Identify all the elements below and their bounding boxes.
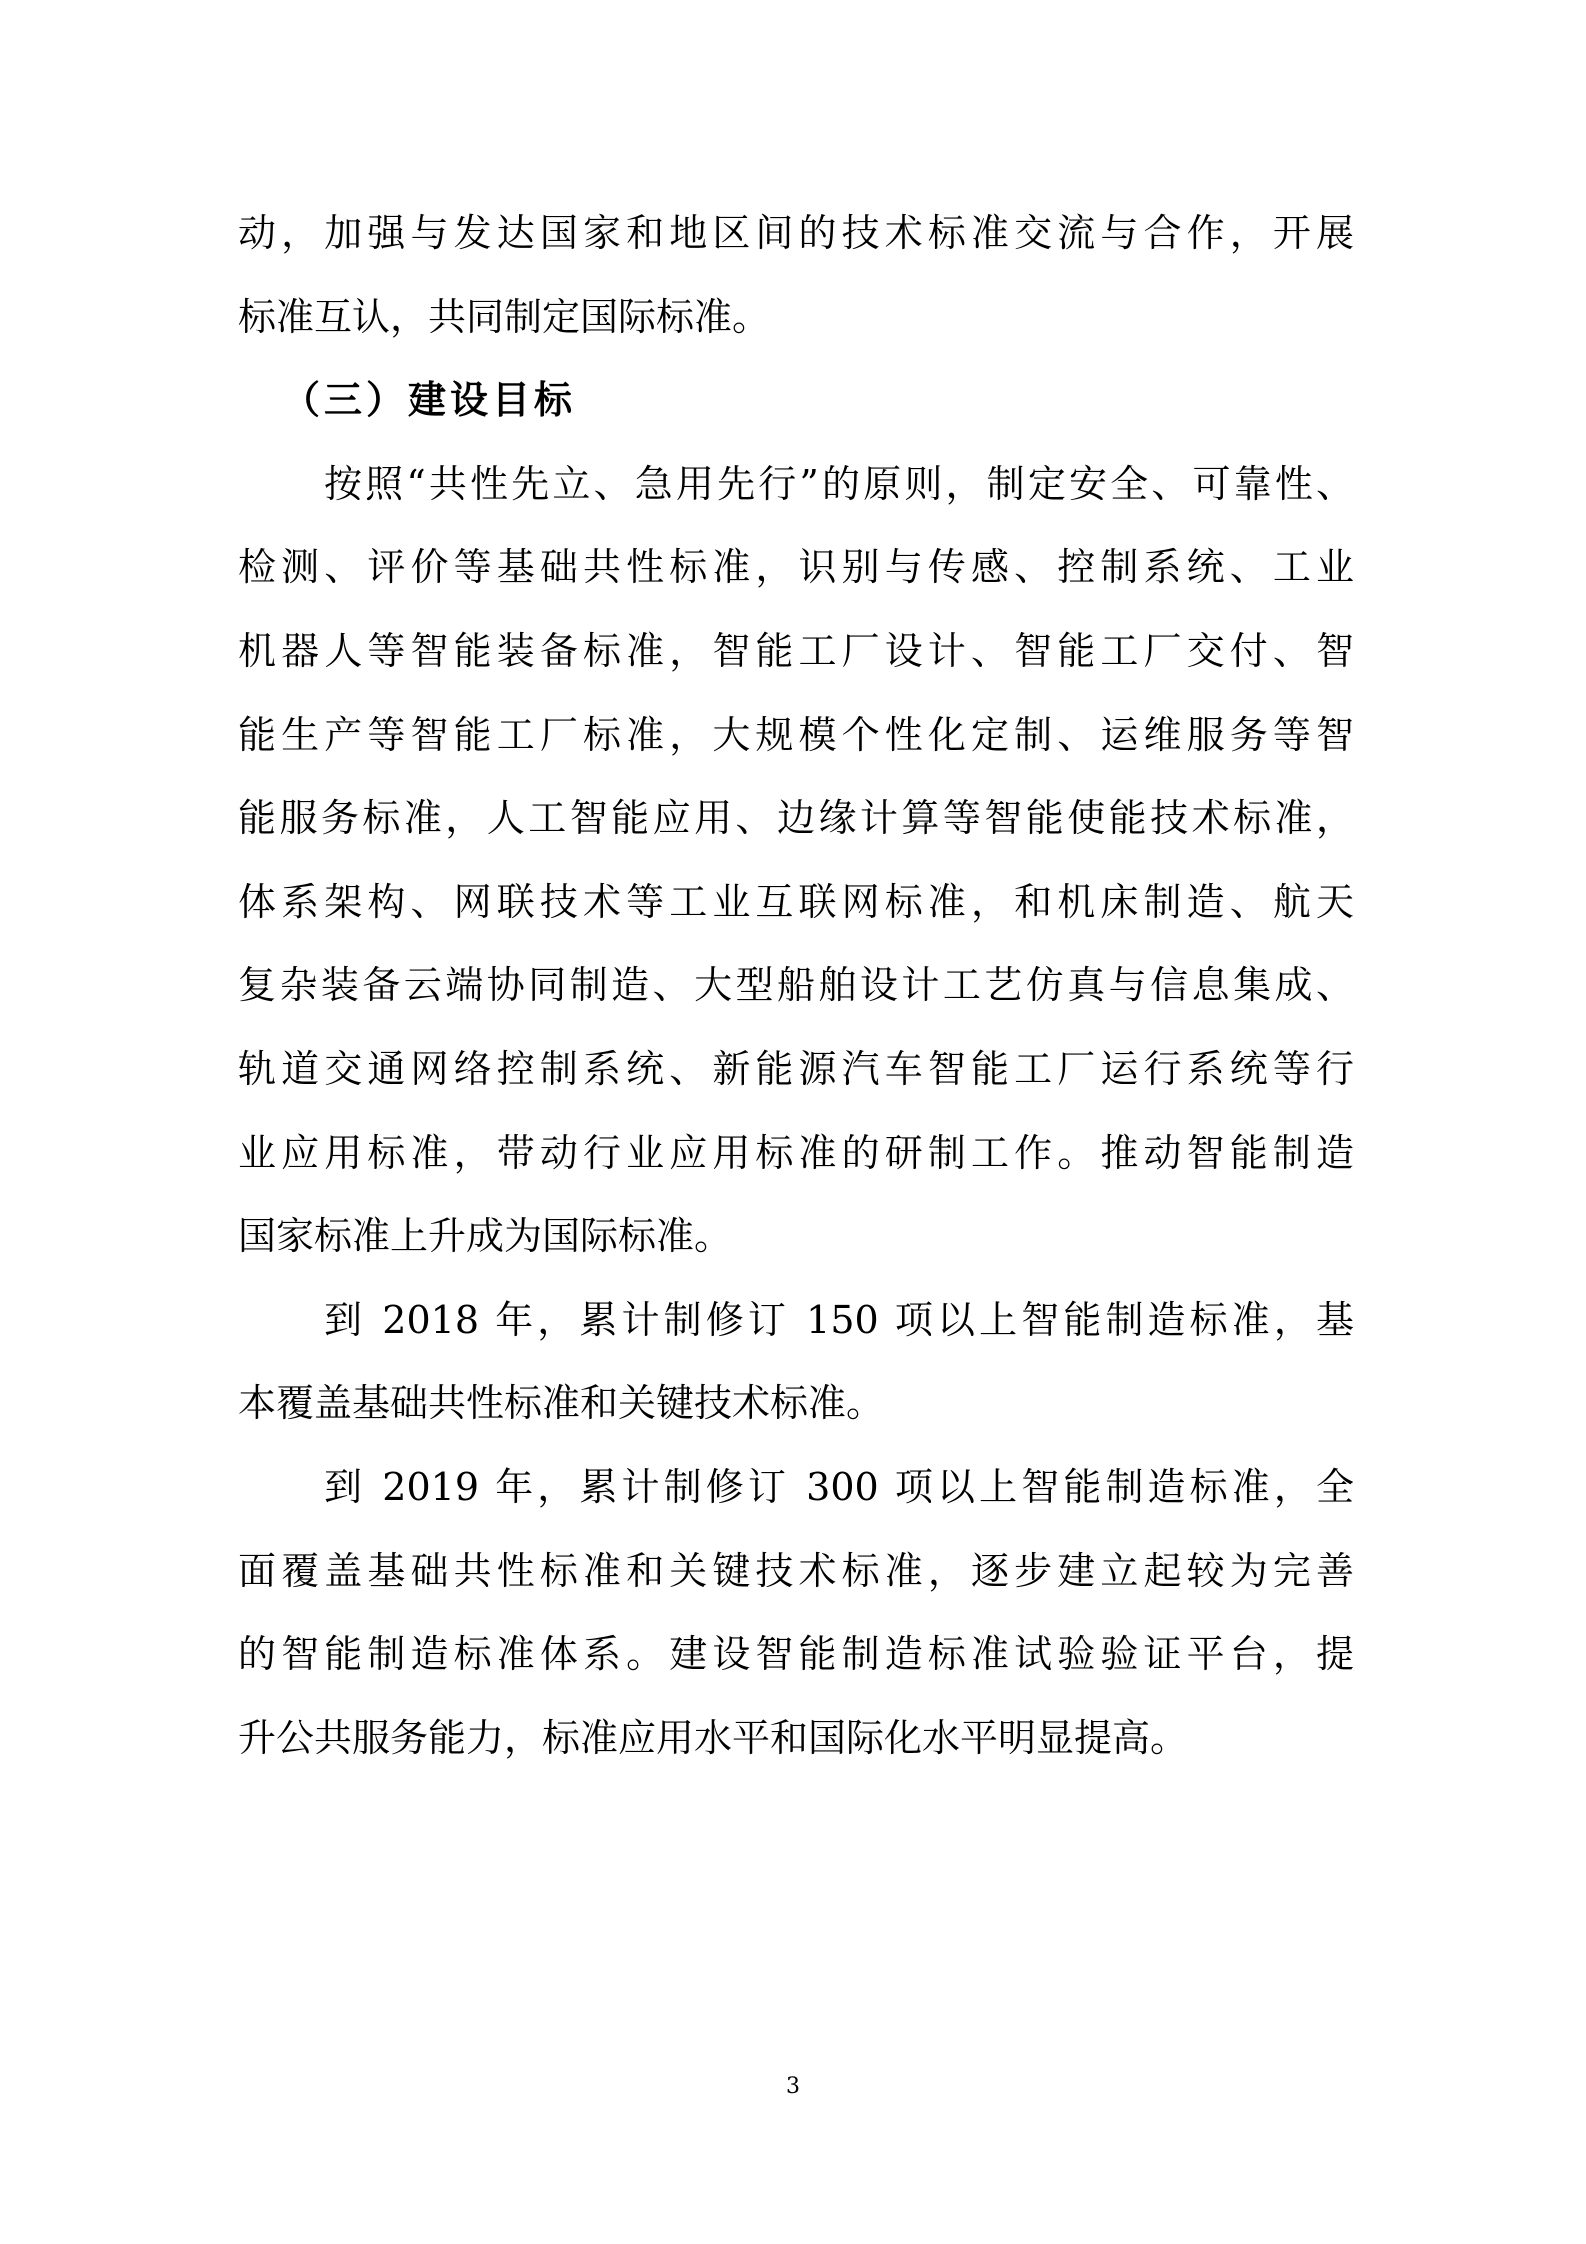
text-line: 的智能制造标准体系。建设智能制造标准试验验证平台，提 (238, 1632, 1354, 1677)
text-line: 动，加强与发达国家和地区间的技术标准交流与合作，开展 (238, 211, 1354, 255)
text-line: 按照“共性先立、急用先行”的原则，制定安全、可靠性、 (324, 461, 1354, 506)
text-line: 到 2019 年，累计制修订 300 项以上智能制造标准，全 (324, 1464, 1354, 1509)
text-line: 业应用标准，带动行业应用标准的研制工作。推动智能制造 (238, 1130, 1354, 1175)
text-line: 标准互认，共同制定国际标准。 (238, 294, 771, 339)
text-line: 本覆盖基础共性标准和关键技术标准。 (238, 1381, 885, 1426)
text-line: 升公共服务能力，标准应用水平和国际化水平明显提高。 (238, 1715, 1189, 1760)
text-line: 机器人等智能装备标准，智能工厂设计、智能工厂交付、智 (238, 628, 1354, 673)
text-line: 国家标准上升成为国际标准。 (238, 1214, 733, 1259)
text-line: 体系架构、网联技术等工业互联网标准，和机床制造、航天 (238, 879, 1354, 924)
text-line: 能服务标准，人工智能应用、边缘计算等智能使能技术标准， (238, 796, 1354, 841)
page-number: 3 (786, 2074, 800, 2099)
text-line: 能生产等智能工厂标准，大规模个性化定制、运维服务等智 (238, 712, 1354, 757)
text-line: 复杂装备云端协同制造、大型船舶设计工艺仿真与信息集成、 (238, 963, 1354, 1008)
text-line: 轨道交通网络控制系统、新能源汽车智能工厂运行系统等行 (238, 1046, 1354, 1091)
text-line: 到 2018 年，累计制修订 150 项以上智能制造标准，基 (324, 1297, 1354, 1342)
document-page (238, 192, 1354, 1780)
text-line: 面覆盖基础共性标准和关键技术标准，逐步建立起较为完善 (238, 1548, 1354, 1593)
section-heading: （三）建设目标 (282, 378, 577, 423)
text-line: 检测、评价等基础共性标准，识别与传感、控制系统、工业 (238, 545, 1354, 590)
